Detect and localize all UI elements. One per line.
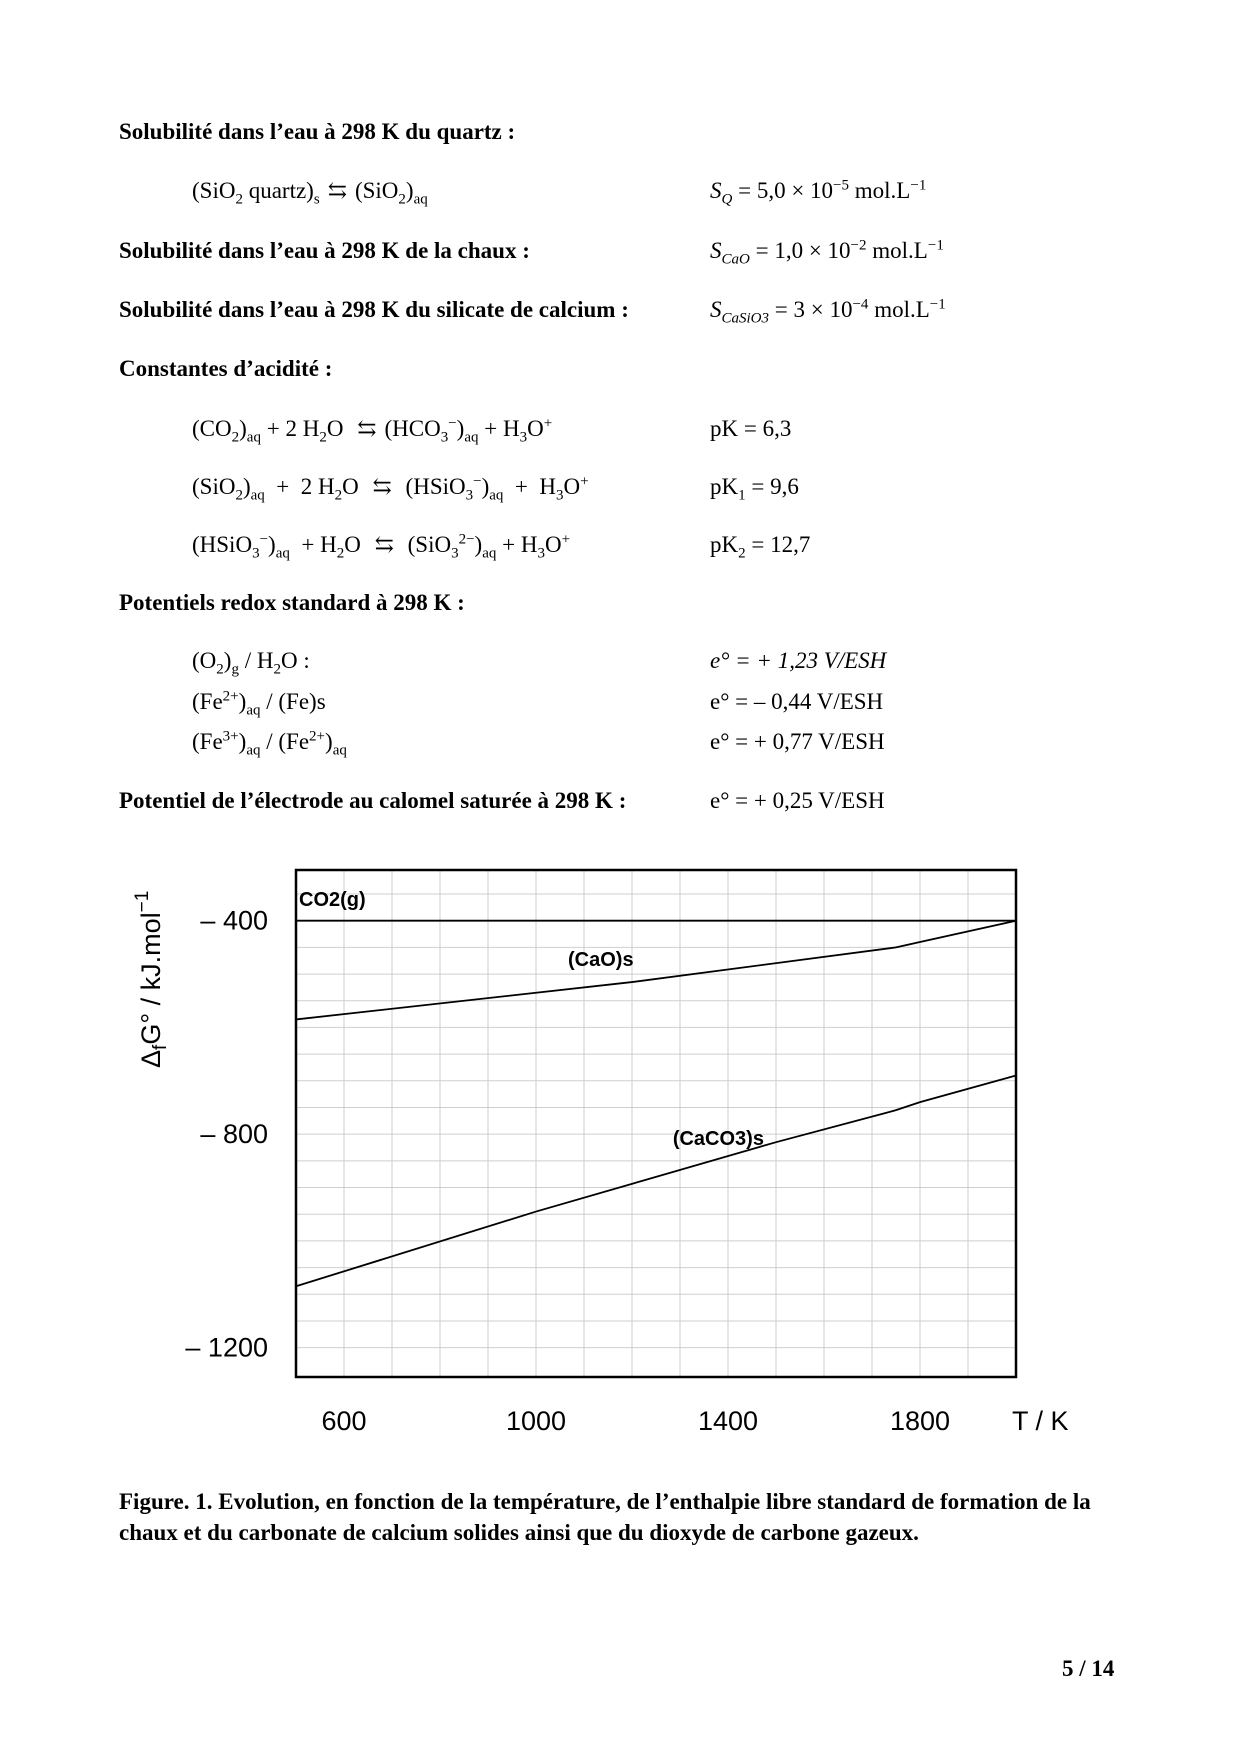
silicate-solubility: $S_{CaSiO3} = 3 \times 10^{-4}$ $mol.L^{-1}$ [710,296,946,327]
pk1-value: $pK_1 = 9,6$ [710,474,799,504]
quartz-equation: (SiO$_2$ $quartz)_s$ ⇆ $(SiO_2)_{aq}$ [192,178,428,208]
redox-couple-o2: $(O_2)_g / H_2O$ : [192,648,310,678]
calomel-heading: Potentiel de l’électrode au calomel saturée à 298 K : [119,788,627,813]
pk2-value: $pK_2 = 12,7$ [710,532,811,562]
x-axis-label: T / K [1012,1406,1069,1436]
chart-ticks [185,906,950,1436]
y-tick-label: – 800 [200,1119,268,1150]
chart-grid [296,870,1016,1377]
calomel-value: e° = + 0,25 V/ESH [710,788,885,813]
equilibrium-arrow-icon: ⇆ [327,178,347,203]
equilibrium-arrow-icon: ⇆ [357,416,377,441]
redox-fe2-value: e° = – 0,44 V/ESH [710,689,884,714]
silicate-heading: Solubilité dans l’eau à 298 K du silicate de calcium : [119,297,629,322]
x-tick-label: 1800 [889,1406,951,1436]
equilibrium-arrow-icon: ⇆ [374,532,394,557]
redox-fe3-value: e° = + 0,77 V/ESH [710,729,885,754]
y-tick-label: – 400 [200,905,268,936]
chaux-heading: Solubilité dans l’eau à 298 K de la chaux : [119,238,530,263]
acid-equation-1: $(CO_2)_{aq} + 2$ $H_2O$ ⇆ $(HCO_3^-)_{aq} + H_3O^+$ [192,415,553,446]
page-number: 5 / 14 [1062,1656,1115,1681]
y-tick-label: – 1200 [185,1332,268,1363]
chart-frame [296,870,1016,1377]
chaux-solubility: $S_{CaO} = 1,0 \times 10^{-2}$ $mol.L^{-1}$ [710,237,944,268]
series-label-0: CO2(g) [299,888,366,911]
y-axis-label: $\Delta_fG^\circ / kJ.mol^{-1}$ [132,890,171,1068]
acid-heading: Constantes d’acidité : [119,356,333,381]
quartz-heading: Solubilité dans l’eau à 298 K du quartz : [119,119,516,144]
x-tick-label: 1000 [505,1406,567,1436]
series-line-1 [296,921,1016,1020]
series-label-2: (CaCO3)s [672,1127,764,1150]
redox-heading: Potentiels redox standard à 298 K : [119,590,465,615]
equilibrium-arrow-icon: ⇆ [372,474,392,499]
quartz-solubility: $S_Q = 5,0 \times 10^{-5}$ $mol.L^{-1}$ [710,177,927,208]
redox-couple-fe2: $(Fe^{2+})_{aq} / (Fe)s$ [192,688,326,719]
x-tick-label: 600 [321,1406,367,1436]
acid-equation-2: $(SiO_2)_{aq} + 2$ $H_2O$ ⇆ $(HSiO_3^-)_{aq} + H_3O^+$ [192,473,589,504]
figure-caption: Figure. 1. Evolution, en fonction de la température, de l’enthalpie libre standard de formation de la chaux et du carbonate de calcium solides ainsi que du dioxyde de carbone gazeux. [119,1489,1091,1545]
series-label-1: (CaO)s [568,949,634,972]
redox-couple-fe3: $(Fe^{3+})_{aq} / (Fe^{2+})_{aq}$ [192,728,347,759]
x-tick-label: 1400 [697,1406,759,1436]
chart-series [296,889,1016,1287]
acid-equation-3: $(HSiO_3^-)_{aq} + H_2O$ ⇆ $(SiO_3^{2-})_{aq} + H_3O^+$ [192,531,571,562]
redox-o2-value: e° = + 1,23 V/ESH [710,648,887,673]
pk-value: pK = 6,3 [710,416,792,441]
